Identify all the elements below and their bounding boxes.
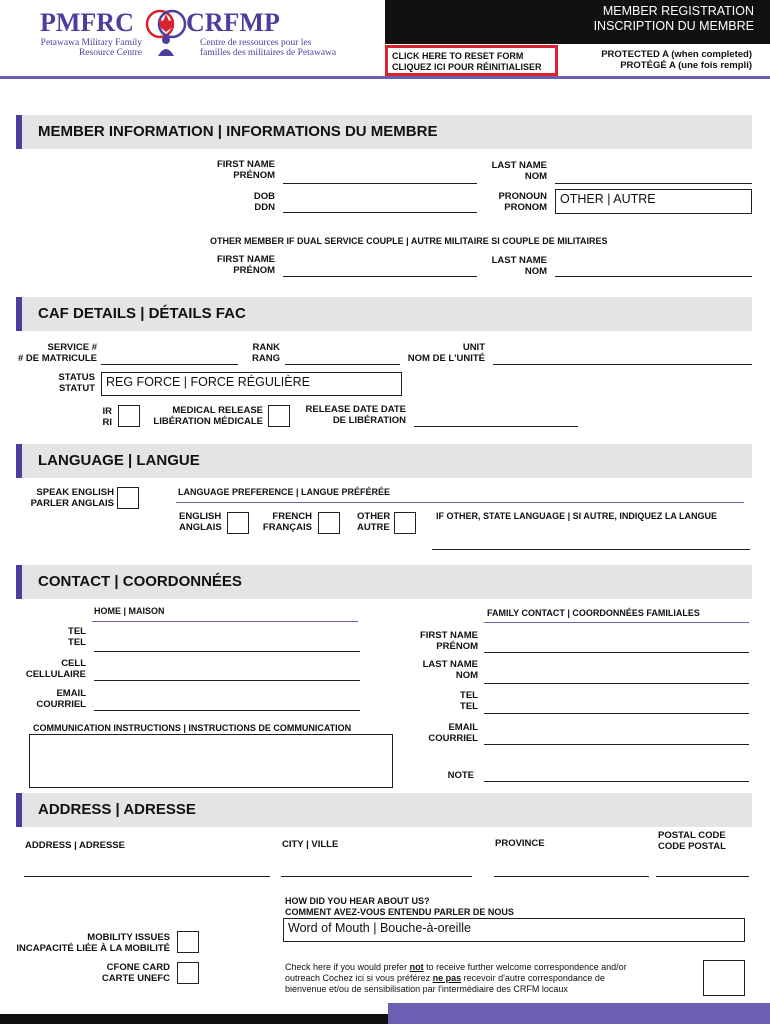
reset-label-1: CLICK HERE TO RESET FORM: [392, 51, 524, 61]
rank-input[interactable]: [285, 364, 400, 365]
email-label: EMAIL COURRIEL: [36, 688, 86, 710]
other-first-name-label: FIRST NAME PRÉNOM: [216, 254, 275, 276]
last-name-label: LAST NAME NOM: [491, 160, 547, 182]
reset-label-2: CLIQUEZ ICI POUR RÉINITIALISER: [392, 62, 542, 72]
tel-label: TEL TEL: [68, 626, 86, 648]
other-language-input[interactable]: [432, 549, 750, 550]
speak-english-label: SPEAK ENGLISH PARLER ANGLAIS: [30, 487, 114, 509]
footer-bar-purple: [388, 1003, 770, 1024]
mobility-checkbox[interactable]: [177, 931, 199, 953]
org-name-fr-2: familles des militaires de Petawawa: [200, 48, 337, 58]
if-other-label: IF OTHER, STATE LANGUAGE | SI AUTRE, INDIQUEZ LA LANGUE: [436, 511, 718, 521]
service-number-label: SERVICE # # DE MATRICULE: [18, 342, 97, 364]
address-header: [16, 793, 752, 827]
hear-about-select[interactable]: Word of Mouth | Bouche-à-oreille: [283, 918, 745, 942]
footer-bar-black: [0, 1014, 388, 1024]
protected-label-2: PROTÉGÉ A (une fois rempli): [620, 60, 752, 71]
hear-about-label: HOW DID YOU HEAR ABOUT US? COMMENT AVEZ-VOUS ENTENDU PARLER DE NOUS: [285, 896, 514, 917]
other-language-label: OTHER AUTRE: [357, 511, 391, 533]
pronoun-label: PRONOUN PRONOM: [498, 191, 547, 213]
rank-label: RANK RANG: [252, 342, 280, 364]
tel-input[interactable]: [94, 651, 360, 652]
postal-code-input[interactable]: [656, 876, 749, 877]
service-number-input[interactable]: [101, 364, 238, 365]
language-preference-rule: [176, 502, 744, 503]
note-input[interactable]: [484, 781, 749, 782]
protected-label-1: PROTECTED A (when completed): [601, 49, 752, 60]
city-label: CITY | VILLE: [282, 839, 339, 850]
org-name-en-1: Petawawa Military Family: [40, 38, 142, 48]
release-date-label: RELEASE DATE DATE DE LIBÉRATION: [305, 404, 406, 426]
org-name-fr-1: Centre de ressources pour les: [200, 38, 312, 48]
opt-out-checkbox[interactable]: [703, 960, 745, 996]
form-title-2: INSCRIPTION DU MEMBRE: [593, 19, 754, 33]
postal-code-label: POSTAL CODE CODE POSTAL: [658, 830, 726, 852]
family-last-name-label: LAST NAME NOM: [422, 659, 478, 681]
family-last-name-input[interactable]: [484, 683, 749, 684]
header-divider: [0, 76, 770, 79]
communication-instructions-label: COMMUNICATION INSTRUCTIONS | INSTRUCTIONS DE COMMUNICATION: [33, 723, 352, 733]
caf-details-title: CAF DETAILS | DÉTAILS FAC: [38, 305, 246, 322]
speak-english-checkbox[interactable]: [117, 487, 139, 509]
ir-checkbox[interactable]: [118, 405, 140, 427]
ir-label: IR RI: [102, 406, 112, 428]
cell-input[interactable]: [94, 680, 360, 681]
last-name-input[interactable]: [555, 183, 752, 184]
family-email-label: EMAIL COURRIEL: [428, 722, 478, 744]
logo-text-fr: CRFMP: [186, 8, 280, 37]
status-select[interactable]: REG FORCE | FORCE RÉGULIÈRE: [101, 372, 402, 396]
medical-release-label: MEDICAL RELEASE LIBÉRATION MÉDICALE: [153, 405, 263, 427]
language-title: LANGUAGE | LANGUE: [38, 452, 200, 469]
province-input[interactable]: [494, 876, 649, 877]
release-date-input[interactable]: [414, 426, 578, 427]
french-checkbox[interactable]: [318, 512, 340, 534]
english-checkbox[interactable]: [227, 512, 249, 534]
mobility-label: MOBILITY ISSUES INCAPACITÉ LIÉE À LA MOBILITÉ: [16, 932, 170, 954]
home-label: HOME | MAISON: [94, 606, 165, 616]
family-email-input[interactable]: [484, 744, 749, 745]
language-header: [16, 444, 752, 478]
address-label: ADDRESS | ADRESSE: [25, 840, 125, 851]
english-label: ENGLISH ANGLAIS: [179, 511, 222, 533]
address-title: ADDRESS | ADRESSE: [38, 801, 196, 818]
cfone-checkbox[interactable]: [177, 962, 199, 984]
unit-input[interactable]: [493, 364, 752, 365]
org-name-en-2: Resource Centre: [78, 48, 142, 58]
form-title-1: MEMBER REGISTRATION: [602, 4, 754, 18]
logo-text-en: PMFRC: [40, 8, 134, 37]
family-contact-rule: [484, 622, 749, 623]
member-info-title: MEMBER INFORMATION | INFORMATIONS DU MEMBRE: [38, 123, 438, 140]
family-contact-label: FAMILY CONTACT | COORDONNÉES FAMILIALES: [487, 608, 700, 618]
contact-header: [16, 565, 752, 599]
medical-release-checkbox[interactable]: [268, 405, 290, 427]
cell-label: CELL CELLULAIRE: [25, 658, 86, 680]
status-label: STATUS STATUT: [58, 372, 95, 394]
family-tel-label: TEL TEL: [460, 690, 478, 712]
communication-instructions-textarea[interactable]: [29, 734, 393, 788]
logo: [40, 8, 360, 63]
family-first-name-input[interactable]: [484, 652, 749, 653]
contact-title: CONTACT | COORDONNÉES: [38, 573, 242, 590]
cfone-label: CFONE CARD CARTE UNEFC: [101, 962, 170, 984]
family-tel-input[interactable]: [484, 713, 749, 714]
note-label: NOTE: [447, 770, 474, 781]
family-first-name-label: FIRST NAME PRÉNOM: [419, 630, 478, 652]
language-preference-label: LANGUAGE PREFERENCE | LANGUE PRÉFÉRÉE: [178, 487, 391, 497]
unit-label: UNIT NOM DE L'UNITÉ: [407, 342, 485, 364]
other-language-checkbox[interactable]: [394, 512, 416, 534]
other-last-name-label: LAST NAME NOM: [491, 255, 547, 277]
member-info-header: [16, 115, 752, 149]
first-name-label: FIRST NAME PRÉNOM: [216, 159, 275, 181]
opt-out-text: Check here if you would prefer not to receive further welcome correspondence and/or outreach Cochez ici si vous préférez ne pas recevoir d'autre correspondance de bienvenue et/ou de sensibilisation par l'intermédiaire des CRFM locaux: [285, 962, 627, 994]
city-input[interactable]: [281, 876, 472, 877]
french-label: FRENCH FRANÇAIS: [262, 511, 312, 533]
first-name-input[interactable]: [283, 183, 477, 184]
caf-details-header: [16, 297, 752, 331]
dob-label: DOB DDN: [253, 191, 275, 213]
address-input[interactable]: [24, 876, 270, 877]
dual-service-label: OTHER MEMBER IF DUAL SERVICE COUPLE | AUTRE MILITAIRE SI COUPLE DE MILITAIRES: [210, 236, 608, 246]
email-input[interactable]: [94, 710, 360, 711]
reset-form-button[interactable]: [385, 45, 558, 76]
pronoun-select[interactable]: OTHER | AUTRE: [555, 189, 752, 214]
maple-leaf-icon: [144, 8, 188, 58]
other-last-name-input[interactable]: [555, 276, 752, 277]
home-rule: [92, 621, 358, 622]
province-label: PROVINCE: [495, 838, 545, 849]
title-bar: [385, 0, 770, 44]
